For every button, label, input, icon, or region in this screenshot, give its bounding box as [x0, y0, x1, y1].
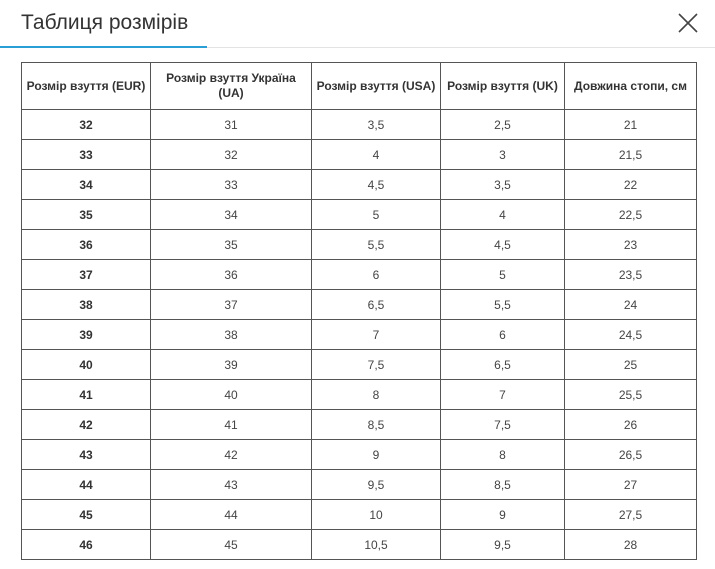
header-ua: Розмір взуття Україна (UA) — [151, 63, 312, 110]
cell-uk: 5 — [441, 260, 565, 290]
cell-eur: 42 — [22, 410, 151, 440]
cell-foot-length: 24 — [565, 290, 697, 320]
cell-usa: 9 — [312, 440, 441, 470]
cell-usa: 6,5 — [312, 290, 441, 320]
cell-ua: 43 — [151, 470, 312, 500]
header-usa: Розмір взуття (USA) — [312, 63, 441, 110]
cell-ua: 32 — [151, 140, 312, 170]
cell-ua: 41 — [151, 410, 312, 440]
cell-uk: 3,5 — [441, 170, 565, 200]
close-icon — [676, 11, 700, 35]
cell-uk: 7,5 — [441, 410, 565, 440]
cell-foot-length: 22,5 — [565, 200, 697, 230]
cell-eur: 35 — [22, 200, 151, 230]
cell-eur: 33 — [22, 140, 151, 170]
cell-eur: 32 — [22, 110, 151, 140]
cell-usa: 5,5 — [312, 230, 441, 260]
cell-eur: 40 — [22, 350, 151, 380]
modal-header — [0, 0, 715, 48]
size-table-body — [22, 110, 697, 560]
cell-uk: 9,5 — [441, 530, 565, 560]
cell-eur: 34 — [22, 170, 151, 200]
cell-foot-length: 23,5 — [565, 260, 697, 290]
cell-usa: 9,5 — [312, 470, 441, 500]
table-row — [22, 500, 697, 530]
cell-ua: 39 — [151, 350, 312, 380]
cell-uk: 6,5 — [441, 350, 565, 380]
cell-usa: 5 — [312, 200, 441, 230]
cell-uk: 6 — [441, 320, 565, 350]
cell-uk: 7 — [441, 380, 565, 410]
table-row — [22, 440, 697, 470]
cell-foot-length: 27,5 — [565, 500, 697, 530]
cell-eur: 43 — [22, 440, 151, 470]
table-row — [22, 350, 697, 380]
cell-ua: 40 — [151, 380, 312, 410]
cell-ua: 44 — [151, 500, 312, 530]
table-row — [22, 170, 697, 200]
cell-ua: 45 — [151, 530, 312, 560]
cell-ua: 35 — [151, 230, 312, 260]
cell-foot-length: 26,5 — [565, 440, 697, 470]
size-table — [21, 62, 697, 560]
cell-eur: 37 — [22, 260, 151, 290]
cell-uk: 3 — [441, 140, 565, 170]
cell-ua: 42 — [151, 440, 312, 470]
cell-eur: 45 — [22, 500, 151, 530]
cell-foot-length: 22 — [565, 170, 697, 200]
table-row — [22, 200, 697, 230]
table-row — [22, 470, 697, 500]
header-eur: Розмір взуття (EUR) — [22, 63, 151, 110]
modal-title: Таблиця розмірів — [21, 11, 189, 34]
table-row — [22, 110, 697, 140]
size-table-head — [22, 63, 697, 110]
cell-foot-length: 24,5 — [565, 320, 697, 350]
cell-foot-length: 28 — [565, 530, 697, 560]
cell-foot-length: 25,5 — [565, 380, 697, 410]
cell-usa: 6 — [312, 260, 441, 290]
cell-uk: 8 — [441, 440, 565, 470]
table-row — [22, 320, 697, 350]
cell-uk: 8,5 — [441, 470, 565, 500]
table-row — [22, 140, 697, 170]
cell-eur: 39 — [22, 320, 151, 350]
cell-foot-length: 26 — [565, 410, 697, 440]
table-row — [22, 380, 697, 410]
cell-ua: 36 — [151, 260, 312, 290]
cell-foot-length: 27 — [565, 470, 697, 500]
cell-foot-length: 23 — [565, 230, 697, 260]
header-row — [22, 63, 697, 110]
cell-usa: 4 — [312, 140, 441, 170]
cell-eur: 36 — [22, 230, 151, 260]
cell-usa: 8,5 — [312, 410, 441, 440]
cell-ua: 37 — [151, 290, 312, 320]
header-foot-length: Довжина стопи, см — [565, 63, 697, 110]
cell-eur: 44 — [22, 470, 151, 500]
cell-ua: 33 — [151, 170, 312, 200]
cell-eur: 38 — [22, 290, 151, 320]
cell-usa: 7,5 — [312, 350, 441, 380]
cell-uk: 4 — [441, 200, 565, 230]
cell-usa: 3,5 — [312, 110, 441, 140]
cell-usa: 10 — [312, 500, 441, 530]
cell-usa: 4,5 — [312, 170, 441, 200]
table-row — [22, 410, 697, 440]
cell-uk: 9 — [441, 500, 565, 530]
cell-eur: 46 — [22, 530, 151, 560]
table-row — [22, 230, 697, 260]
cell-foot-length: 25 — [565, 350, 697, 380]
cell-usa: 10,5 — [312, 530, 441, 560]
table-row — [22, 530, 697, 560]
cell-uk: 5,5 — [441, 290, 565, 320]
cell-ua: 34 — [151, 200, 312, 230]
cell-usa: 7 — [312, 320, 441, 350]
cell-ua: 38 — [151, 320, 312, 350]
cell-uk: 2,5 — [441, 110, 565, 140]
header-uk: Розмір взуття (UK) — [441, 63, 565, 110]
table-row — [22, 290, 697, 320]
cell-ua: 31 — [151, 110, 312, 140]
cell-foot-length: 21,5 — [565, 140, 697, 170]
cell-uk: 4,5 — [441, 230, 565, 260]
title-underline — [0, 46, 207, 48]
close-button[interactable] — [676, 11, 700, 35]
cell-usa: 8 — [312, 380, 441, 410]
cell-eur: 41 — [22, 380, 151, 410]
table-row — [22, 260, 697, 290]
cell-foot-length: 21 — [565, 110, 697, 140]
